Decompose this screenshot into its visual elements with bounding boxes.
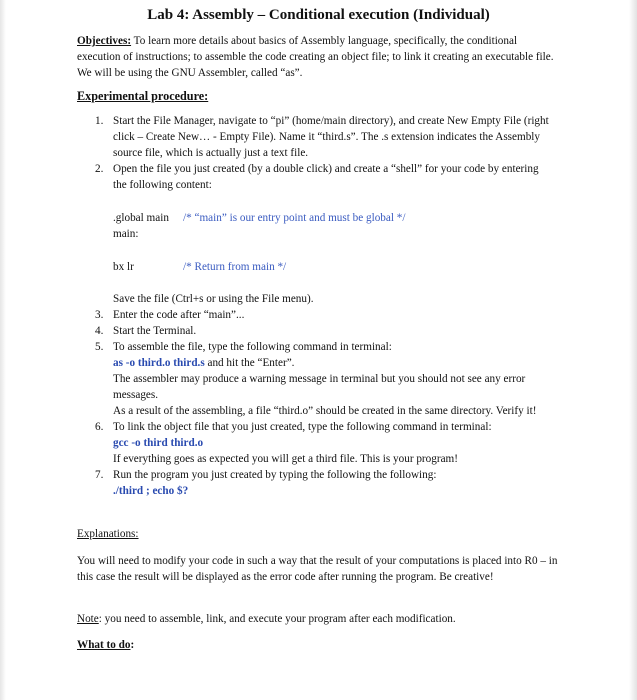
step-number: 1.: [95, 115, 104, 127]
step-2: [95, 161, 555, 193]
what-to-do-colon: :: [130, 639, 135, 651]
note-text: : you need to assemble, link, and execute your program after each modification.: [98, 613, 456, 625]
assemble-command-suffix: and hit the “Enter”.: [204, 357, 295, 369]
what-to-do-label: What to do: [77, 639, 131, 651]
step-number: 4.: [95, 325, 104, 337]
page-edge-right: [629, 0, 637, 700]
assemble-command: as -o third.o third.s: [113, 357, 205, 369]
steps-list-a: [95, 113, 555, 193]
step-text: Enter the code after “main”...: [113, 309, 245, 321]
explanations-paragraph: You will need to modify your code in such a way that the result of your computations is placed into R0 – in this case the result will be displayed as the error code after running the program. Be creative!: [77, 555, 558, 583]
step-6: [95, 419, 555, 467]
objectives-label: Objectives:: [77, 35, 132, 47]
page-edge-left: [0, 0, 6, 700]
code-line-global: .global main: [113, 212, 169, 224]
step-number: 6.: [95, 421, 104, 433]
save-instruction: Save the file (Ctrl+s or using the File menu).: [113, 293, 314, 305]
link-result-note: If everything goes as expected you will get a third file. This is your program!: [113, 453, 458, 465]
step-number: 7.: [95, 469, 104, 481]
code-line-main: main:: [113, 228, 139, 240]
explanations-label: Explanations:: [77, 528, 139, 540]
procedure-heading: Experimental procedure:: [77, 89, 209, 103]
step-1: [95, 113, 555, 161]
link-command: gcc -o third third.o: [113, 437, 204, 449]
code-line-bx: bx lr: [113, 261, 134, 273]
step-number: 2.: [95, 163, 104, 175]
step-text: Open the file you just created (by a double click) and create a “shell” for your code by entering the following content:: [113, 163, 539, 191]
assembler-warning-note: The assembler may produce a warning message in terminal but you should not see any error messages.: [113, 373, 526, 401]
what-to-do-heading: [77, 637, 559, 653]
step-text: To link the object file that you just created, type the following command in terminal:: [113, 421, 492, 433]
run-command: ./third ; echo $?: [113, 485, 189, 497]
step-text: Run the program you just created by typing the following the following:: [113, 469, 437, 481]
step-4: [95, 323, 555, 339]
objectives-paragraph: [77, 33, 559, 81]
assemble-command-line: [113, 355, 555, 371]
explanations-label-line: [77, 526, 559, 542]
step-7: [95, 467, 555, 499]
note-label: Note: [77, 613, 99, 625]
code-comment-return: /* Return from main */: [183, 261, 287, 273]
step-number: 3.: [95, 309, 104, 321]
step-text: To assemble the file, type the following command in terminal:: [113, 341, 392, 353]
step-5: [95, 339, 555, 419]
page-title: Lab 4: Assembly – Conditional execution (Individual): [147, 7, 490, 23]
steps-list-b: [95, 307, 555, 499]
code-comment-global: /* “main” is our entry point and must be global */: [183, 212, 406, 224]
step-3: [95, 307, 555, 323]
object-file-note: As a result of the assembling, a file “third.o” should be created in the same directory. Verify it!: [113, 405, 537, 417]
step-number: 5.: [95, 341, 104, 353]
step-text: Start the File Manager, navigate to “pi” (home/main directory), and create New Empty File (right click – Create New… - Empty File). Name it “third.s”. The .s extension indicates the Assembly source file, which is actually just a text file.: [113, 115, 549, 159]
objectives-text: To learn more details about basics of Assembly language, specifically, the conditional execution of instructions; to assemble the code creating an object file; to link it creating an executable file. We will be using the GNU Assembler, called “as”.: [77, 35, 554, 79]
step-text: Start the Terminal.: [113, 325, 197, 337]
note-paragraph: [77, 611, 559, 627]
